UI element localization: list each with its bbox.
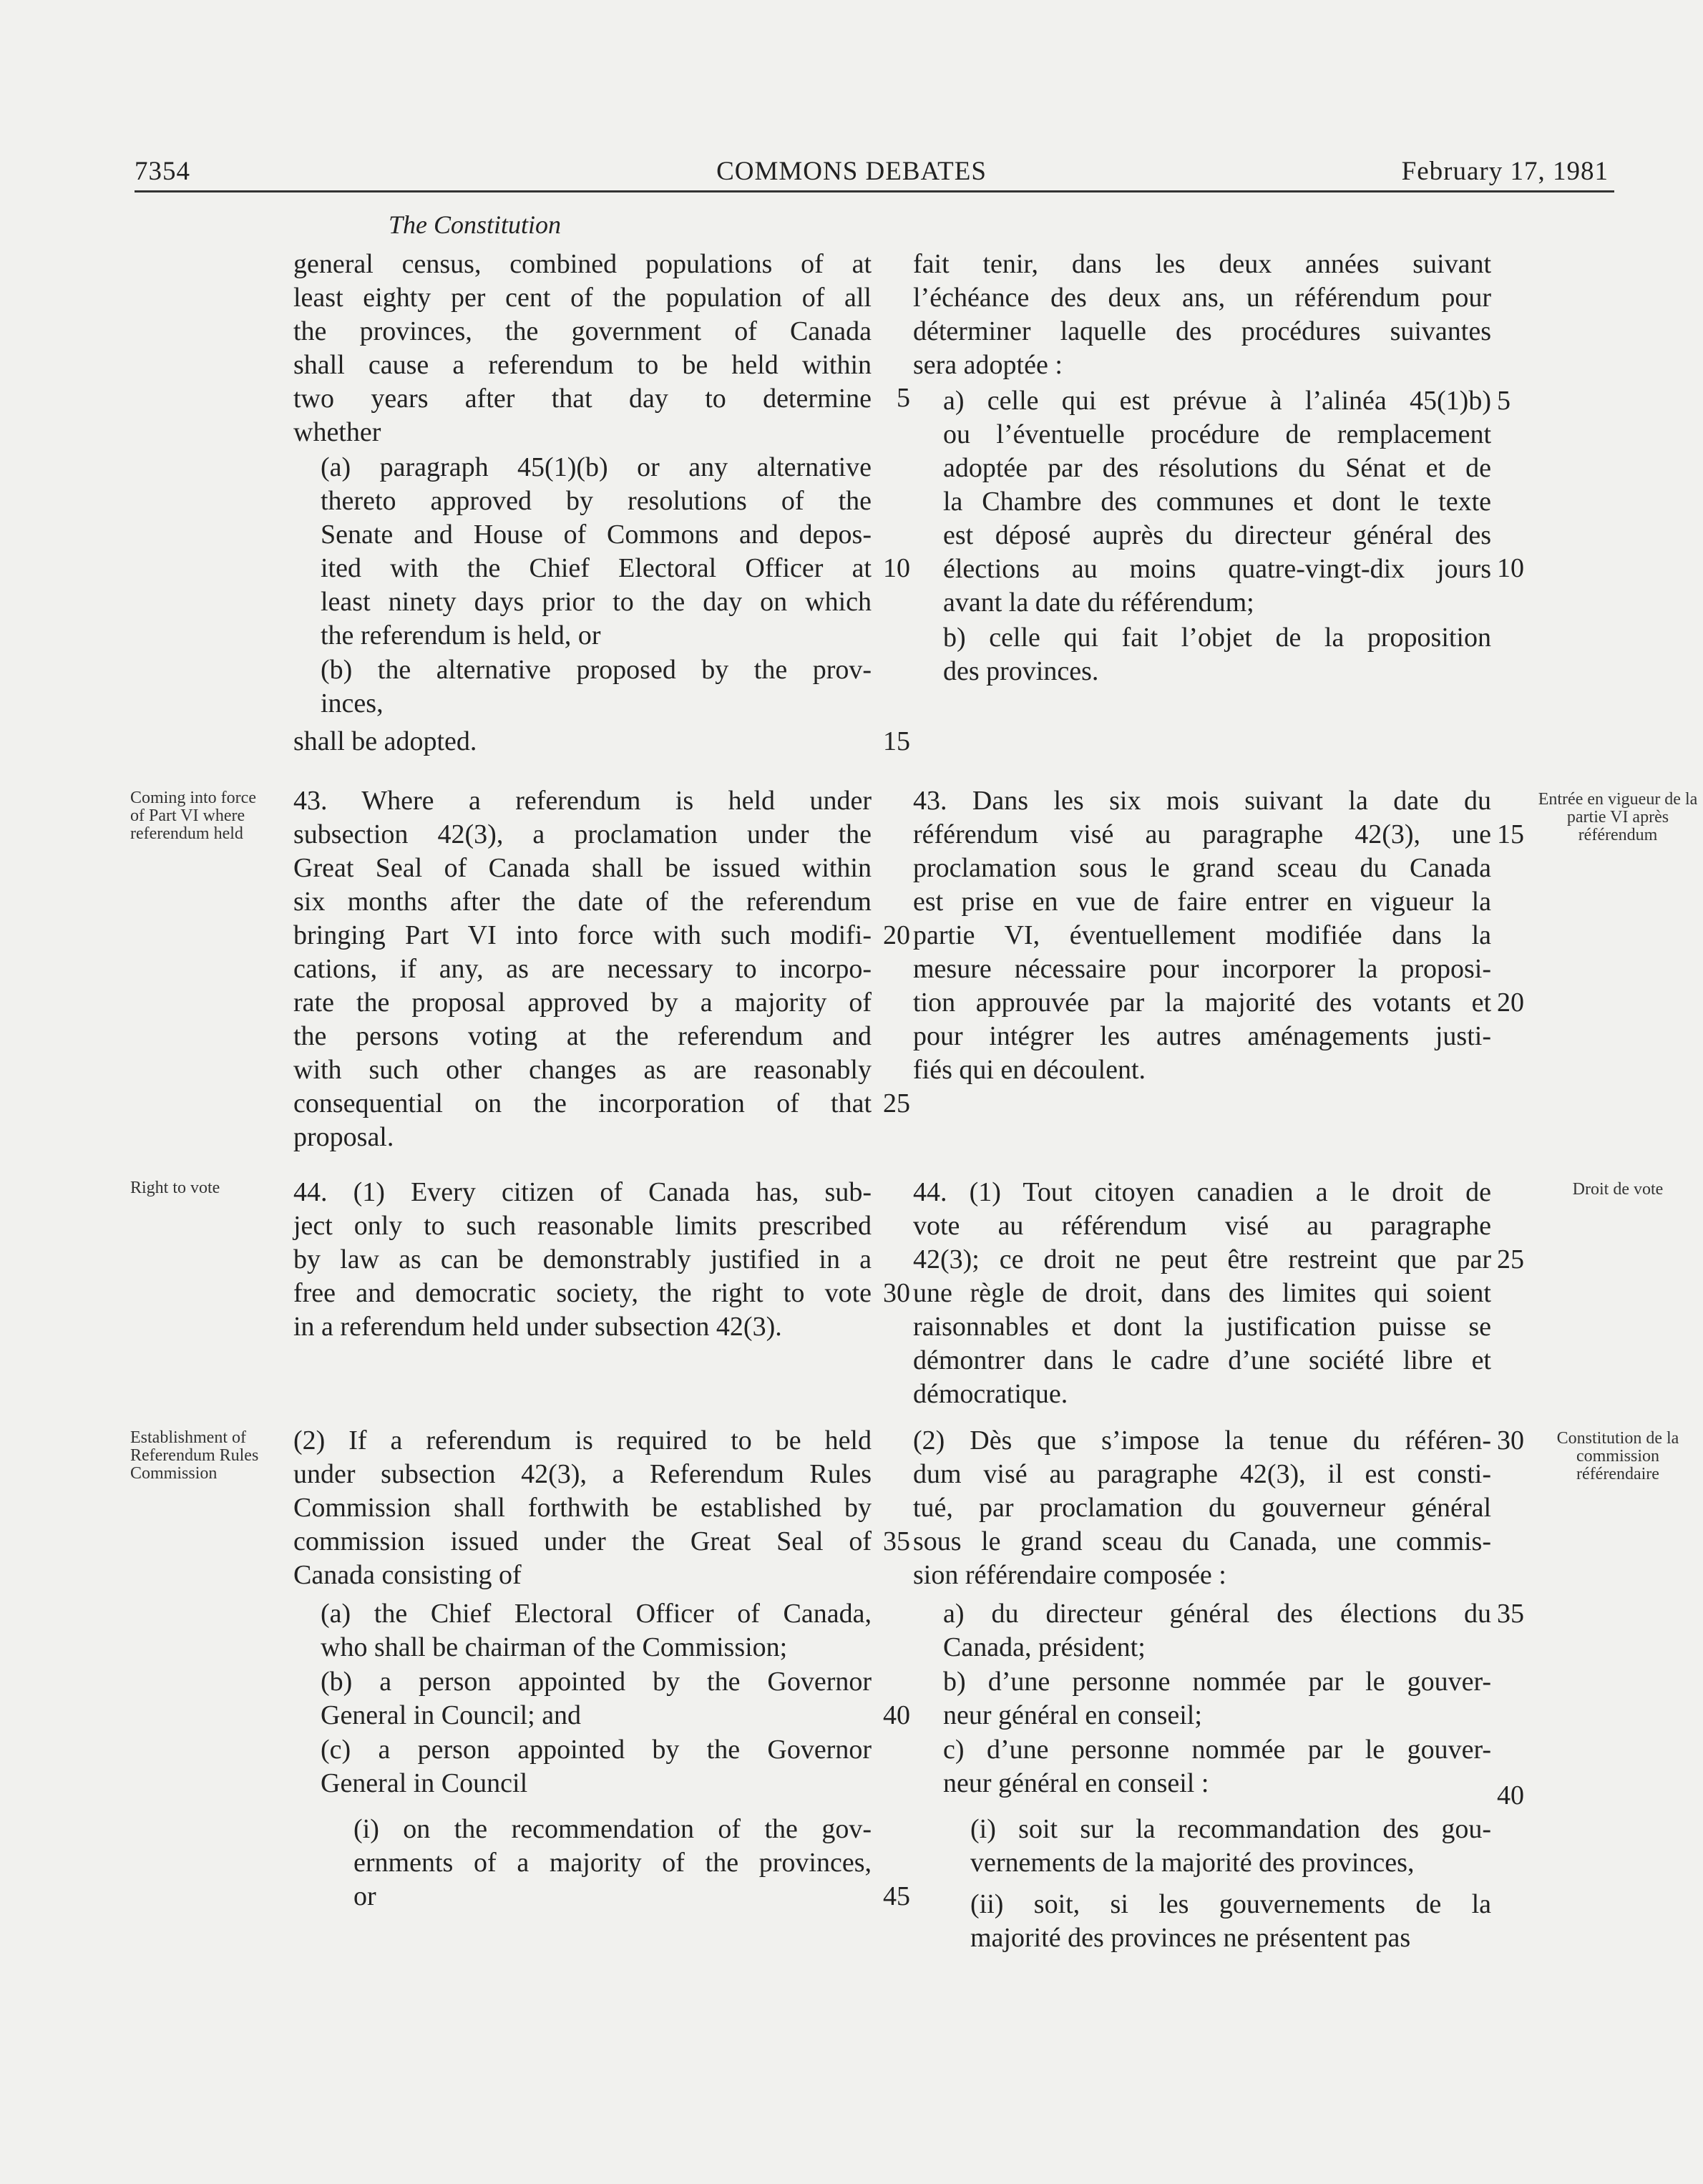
text-line: bringing Part VI into force with such modifi- [293, 920, 872, 950]
line-number: 5 [1497, 386, 1511, 416]
text-line: est déposé auprès du directeur général des [943, 520, 1491, 550]
line-number: 5 [897, 383, 910, 413]
text-line: raisonnables et dont la justification puisse se [913, 1312, 1491, 1342]
text-line: tion approuvée par la majorité des votants et [913, 988, 1491, 1018]
text-line: the persons voting at the referendum and [293, 1021, 872, 1051]
text-line: (a) paragraph 45(1)(b) or any alternative [321, 452, 872, 482]
section-subheading: The Constitution [389, 210, 562, 239]
text-line: shall cause a referendum to be held within [293, 350, 872, 380]
text-line: 44. (1) Every citizen of Canada has, sub- [293, 1177, 872, 1207]
text-line: commission issued under the Great Seal of [293, 1526, 872, 1556]
text-line: or [353, 1881, 376, 1911]
text-line: under subsection 42(3), a Referendum Rules [293, 1459, 872, 1489]
text-line: c) d’une personne nommée par le gouver- [943, 1735, 1491, 1765]
text-line: least eighty per cent of the population of all [293, 283, 872, 313]
text-line: inces, [321, 688, 384, 718]
text-line: (2) Dès que s’impose la tenue du référen- [913, 1425, 1491, 1456]
text-line: by law as can be demonstrably justified in a [293, 1244, 872, 1274]
text-line: élections au moins quatre-vingt-dix jours [943, 554, 1491, 584]
fr-clause-a [943, 384, 1491, 620]
line-number: 25 [1497, 1244, 1524, 1274]
text-line: Great Seal of Canada shall be issued within [293, 853, 872, 883]
text-line: 44. (1) Tout citoyen canadien a le droit de [913, 1177, 1491, 1207]
margin-note-establishment-commission: Establishment of Referendum Rules Commission [130, 1428, 259, 1483]
fr-section-44-2 [913, 1424, 1491, 1592]
text-line: general census, combined populations of at [293, 249, 872, 279]
text-line: (b) a person appointed by the Governor [321, 1667, 872, 1697]
text-line: (2) If a referendum is required to be held [293, 1425, 872, 1456]
text-line: (i) on the recommendation of the gov- [353, 1814, 872, 1844]
text-line: Senate and House of Commons and depos- [321, 520, 872, 550]
line-number: 40 [883, 1700, 910, 1730]
text-line: Canada consisting of [293, 1560, 522, 1590]
text-line: General in Council; and [321, 1700, 582, 1730]
text-line: proclamation sous le grand sceau du Canada [913, 853, 1491, 883]
text-line: two years after that day to determine [293, 384, 872, 414]
text-line: ou l’éventuelle procédure de remplacement [943, 419, 1491, 449]
text-line: (c) a person appointed by the Governor [321, 1735, 872, 1765]
text-line: vote au référendum visé au paragraphe [913, 1211, 1491, 1241]
text-line: (ii) soit, si les gouvernements de la [970, 1889, 1491, 1919]
line-number: 35 [1497, 1599, 1524, 1629]
text-line: partie VI, éventuellement modifiée dans la [913, 920, 1491, 950]
text-line: sous le grand sceau du Canada, une commis- [913, 1526, 1491, 1556]
text-line: ject only to such reasonable limits prescribed [293, 1211, 872, 1241]
text-line: proposal. [293, 1122, 394, 1152]
fr-paragraph-intro [913, 248, 1491, 382]
text-line: least ninety days prior to the day on which [321, 587, 872, 617]
text-line: (b) the alternative proposed by the prov- [321, 655, 872, 685]
fr-section-44-2-a [943, 1597, 1491, 1664]
en-section-44-2-c [321, 1733, 872, 1800]
text-line: fiés qui en découlent. [913, 1055, 1146, 1085]
text-line: six months after the date of the referendum [293, 887, 872, 917]
line-number: 30 [1497, 1425, 1524, 1456]
text-line: la Chambre des communes et dont le texte [943, 487, 1491, 517]
text-line: 43. Where a referendum is held under [293, 786, 872, 816]
text-line: référendum visé au paragraphe 42(3), une [913, 819, 1491, 849]
text-line: pour intégrer les autres aménagements justi- [913, 1021, 1491, 1051]
fr-section-44-2-c [943, 1733, 1491, 1800]
text-line: Canada, président; [943, 1632, 1146, 1662]
text-line: neur général en conseil : [943, 1768, 1209, 1798]
text-line: avant la date du référendum; [943, 588, 1254, 618]
fr-section-44-2-c-ii [970, 1888, 1491, 1955]
text-line: a) celle qui est prévue à l’alinéa 45(1)b) [943, 386, 1491, 416]
publication-date: February 17, 1981 [1401, 157, 1609, 186]
fr-section-44-1 [913, 1176, 1491, 1411]
text-line: thereto approved by resolutions of the [321, 486, 872, 516]
header-rule [135, 190, 1614, 192]
text-line: ited with the Chief Electoral Officer at [321, 553, 872, 583]
text-line: cations, if any, as are necessary to incorpo- [293, 954, 872, 984]
margin-note-coming-into-force: Coming into force of Part VI where referendum held [130, 789, 256, 843]
publication-title: COMMONS DEBATES [716, 157, 987, 186]
text-line: (i) soit sur la recommandation des gou- [970, 1814, 1491, 1844]
en-section-44-2-a [321, 1597, 872, 1664]
text-line: une règle de droit, dans des limites qui soient [913, 1278, 1491, 1308]
text-line: dum visé au paragraphe 42(3), il est consti- [913, 1459, 1491, 1489]
line-number: 45 [883, 1881, 910, 1911]
line-number: 10 [1497, 553, 1524, 583]
en-section-44-1 [293, 1176, 872, 1344]
line-number: 40 [1497, 1780, 1524, 1810]
text-line: with such other changes as are reasonably [293, 1055, 872, 1085]
text-line: General in Council [321, 1768, 528, 1798]
text-line: adoptée par des résolutions du Sénat et de [943, 453, 1491, 483]
fr-section-44-2-b [943, 1665, 1491, 1732]
en-section-44-2-b [321, 1665, 872, 1732]
text-line: 43. Dans les six mois suivant la date du [913, 786, 1491, 816]
text-line: déterminer laquelle des procédures suivantes [913, 316, 1491, 346]
text-line: fait tenir, dans les deux années suivant [913, 249, 1491, 279]
en-section-44-2-c-i [353, 1813, 872, 1914]
page-number: 7354 [135, 157, 190, 186]
en-clause-a [321, 451, 872, 653]
text-line: shall be adopted. [293, 726, 477, 756]
fr-section-43 [913, 784, 1491, 1087]
text-line: démontrer dans le cadre d’une société libre et [913, 1345, 1491, 1375]
text-line: ernments of a majority of the provinces, [353, 1848, 872, 1878]
line-number: 15 [1497, 819, 1524, 849]
text-line: whether [293, 417, 381, 447]
en-shall-be-adopted [293, 725, 872, 759]
line-number: 15 [883, 726, 910, 756]
en-section-44-2 [293, 1424, 872, 1592]
margin-note-droit-de-vote: Droit de vote [1572, 1180, 1664, 1199]
text-line: b) celle qui fait l’objet de la proposition [943, 623, 1491, 653]
line-number: 25 [883, 1088, 910, 1118]
text-line: a) du directeur général des élections du [943, 1599, 1491, 1629]
text-line: majorité des provinces ne présentent pas [970, 1923, 1411, 1953]
text-line: rate the proposal approved by a majority of [293, 988, 872, 1018]
margin-note-constitution-commission: Constitution de la commission référendaire [1556, 1429, 1679, 1483]
line-number: 20 [883, 920, 910, 950]
text-line: free and democratic society, the right to vote [293, 1278, 872, 1308]
text-line: sion référendaire composée : [913, 1560, 1226, 1590]
text-line: the referendum is held, or [321, 620, 601, 650]
text-line: the provinces, the government of Canada [293, 316, 872, 346]
text-line: in a referendum held under subsection 42(3). [293, 1312, 782, 1342]
margin-note-entree-en-vigueur: Entrée en vigueur de la partie VI après référendum [1538, 790, 1698, 844]
text-line: who shall be chairman of the Commission; [321, 1632, 788, 1662]
text-line: est prise en vue de faire entrer en vigueur la [913, 887, 1491, 917]
text-line: Commission shall forthwith be established by [293, 1493, 872, 1523]
line-number: 30 [883, 1278, 910, 1308]
text-line: (a) the Chief Electoral Officer of Canada, [321, 1599, 872, 1629]
text-line: tué, par proclamation du gouverneur général [913, 1493, 1491, 1523]
margin-note-right-to-vote: Right to vote [130, 1179, 220, 1197]
text-line: mesure nécessaire pour incorporer la proposi- [913, 954, 1491, 984]
text-line: l’échéance des deux ans, un référendum pour [913, 283, 1491, 313]
fr-clause-b [943, 621, 1491, 688]
text-line: b) d’une personne nommée par le gouver- [943, 1667, 1491, 1697]
text-line: des provinces. [943, 656, 1099, 686]
text-line: neur général en conseil; [943, 1700, 1202, 1730]
text-line: subsection 42(3), a proclamation under the [293, 819, 872, 849]
text-line: démocratique. [913, 1379, 1068, 1409]
en-section-43 [293, 784, 872, 1154]
text-line: vernements de la majorité des provinces, [970, 1848, 1415, 1878]
fr-section-44-2-c-i [970, 1813, 1491, 1880]
text-line: consequential on the incorporation of that [293, 1088, 872, 1118]
line-number: 10 [883, 553, 910, 583]
en-clause-b [321, 653, 872, 721]
line-number: 35 [883, 1526, 910, 1556]
en-paragraph-intro [293, 248, 872, 449]
text-line: 42(3); ce droit ne peut être restreint que par [913, 1244, 1491, 1274]
text-line: sera adoptée : [913, 350, 1063, 380]
line-number: 20 [1497, 988, 1524, 1018]
